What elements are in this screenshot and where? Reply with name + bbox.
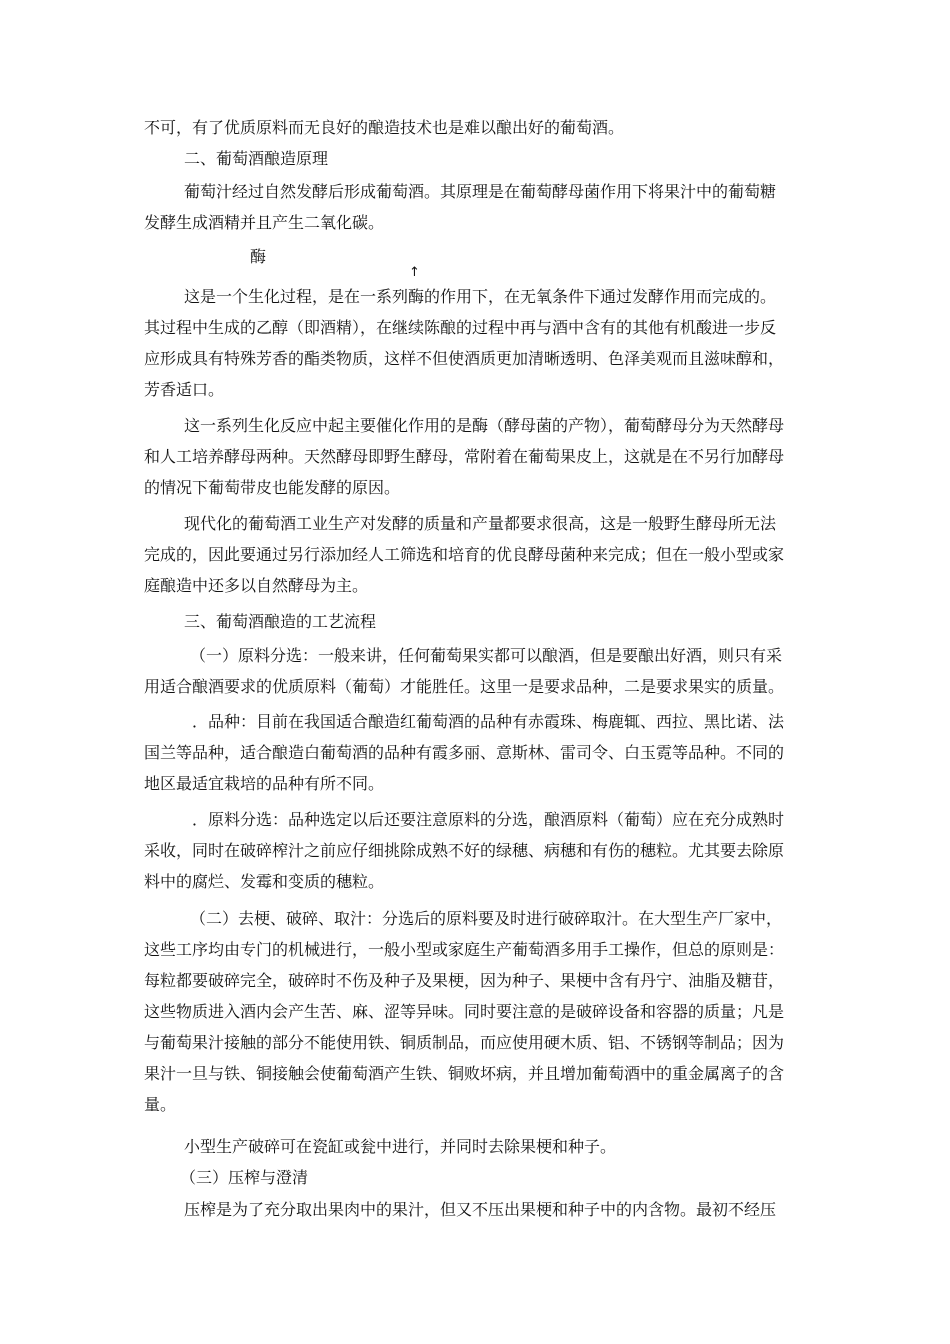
paragraph-raw-material [144,640,808,702]
text-line: ．品种：目前在我国适合酿造红葡萄酒的品种有赤霞珠、梅鹿辄、西拉、黑比诺、法 [192,712,785,731]
paragraph-biochemical-process [144,281,808,405]
text-line: 的情况下葡萄带皮也能发酵的原因。 [144,478,401,497]
paragraph-small-scale [144,1131,808,1162]
enzyme-label: 酶 [250,247,267,266]
text-line: 料中的腐烂、发霉和变质的穗粒。 [144,872,385,891]
paragraph-crushing [144,903,808,1120]
text-line: 这些工序均由专门的机械进行，一般小型或家庭生产葡萄酒多用手工操作，但总的原则是： [144,940,785,959]
text-line: 现代化的葡萄酒工业生产对发酵的质量和产量都要求很高，这是一般野生酵母所无法 [184,514,777,533]
text-line: 这些物质进入酒内会产生苦、麻、涩等异味。同时要注意的是破碎设备和容器的质量；凡是 [144,1002,785,1021]
text-line: 每粒都要破碎完全，破碎时不伤及种子及果梗，因为种子、果梗中含有丹宁、油脂及糖苷， [144,971,785,990]
paragraph-principle [144,176,808,238]
paragraph-variety [144,706,808,799]
paragraph-pressing [144,1194,808,1225]
paragraph-enzyme-yeast [144,410,808,503]
text-line: 这是一个生化过程，是在一系列酶的作用下，在无氧条件下通过发酵作用而完成的。 [184,287,777,306]
section-heading-2: 二、葡萄酒酿造原理 [184,149,329,168]
text-line: 果汁一旦与铁、铜接触会使葡萄酒产生铁、铜败坏病，并且增加葡萄酒中的重金属离子的含 [144,1064,785,1083]
text-line: （二）去梗、破碎、取汁：分选后的原料要及时进行破碎取汁。在大型生产厂家中， [190,909,783,928]
text-line: 不可，有了优质原料而无良好的酿造技术也是难以酿出好的葡萄酒。 [144,118,625,137]
section-heading-3: 三、葡萄酒酿造的工艺流程 [184,612,377,631]
text-line: 其过程中生成的乙醇（即酒精），在继续陈酿的过程中再与酒中含有的其他有机酸进一步反 [144,318,777,337]
text-line: 国兰等品种，适合酿造白葡萄酒的品种有霞多丽、意斯林、雷司令、白玉霓等品种。不同的 [144,743,785,762]
text-line: 与葡萄果汁接触的部分不能使用铁、铜质制品，而应使用硬木质、铝、不锈钢等制品；因为 [144,1033,785,1052]
text-line: 采收，同时在破碎榨汁之前应仔细挑除成熟不好的绿穗、病穗和有伤的穗粒。尤其要去除原 [144,841,785,860]
text-line: 压榨是为了充分取出果肉中的果汁，但又不压出果梗和种子中的内含物。最初不经压 [184,1200,777,1219]
text-line: （一）原料分选：一般来讲，任何葡萄果实都可以酿酒，但是要酿出好酒，则只有采 [190,646,783,665]
text-line: 小型生产破碎可在瓷缸或瓮中进行，并同时去除果梗和种子。 [184,1137,617,1156]
text-line: 量。 [144,1095,177,1114]
text-line: 这一系列生化反应中起主要催化作用的是酶（酵母菌的产物），葡萄酵母分为天然酵母 [184,416,785,435]
subsection-heading-pressing: （三）压榨与澄清 [180,1168,309,1187]
text-line: 和人工培养酵母两种。天然酵母即野生酵母，常附着在葡萄果皮上，这就是在不另行加酵母 [144,447,785,466]
paragraph-modern-production [144,508,808,601]
paragraph-sorting [144,804,808,897]
text-line: 庭酿造中还多以自然酵母为主。 [144,576,369,595]
paragraph-continuation [144,112,808,143]
text-line: 芳香适口。 [144,380,225,399]
arrow-up-icon: ↑ [409,265,420,280]
text-line: 完成的，因此要通过另行添加经人工筛选和培育的优良酵母菌种来完成；但在一般小型或家 [144,545,785,564]
text-line: 用适合酿酒要求的优质原料（葡萄）才能胜任。这里一是要求品种，二是要求果实的质量。 [144,677,785,696]
text-line: 发酵生成酒精并且产生二氧化碳。 [144,213,385,232]
text-line: 葡萄汁经过自然发酵后形成葡萄酒。其原理是在葡萄酵母菌作用下将果汁中的葡萄糖 [184,182,777,201]
text-line: 地区最适宜栽培的品种有所不同。 [144,774,385,793]
text-line: 应形成具有特殊芳香的酯类物质，这样不但使酒质更加清晰透明、色泽美观而且滋味醇和， [144,349,785,368]
text-line: ．原料分选：品种选定以后还要注意原料的分选，酿酒原料（葡萄）应在充分成熟时 [192,810,785,829]
